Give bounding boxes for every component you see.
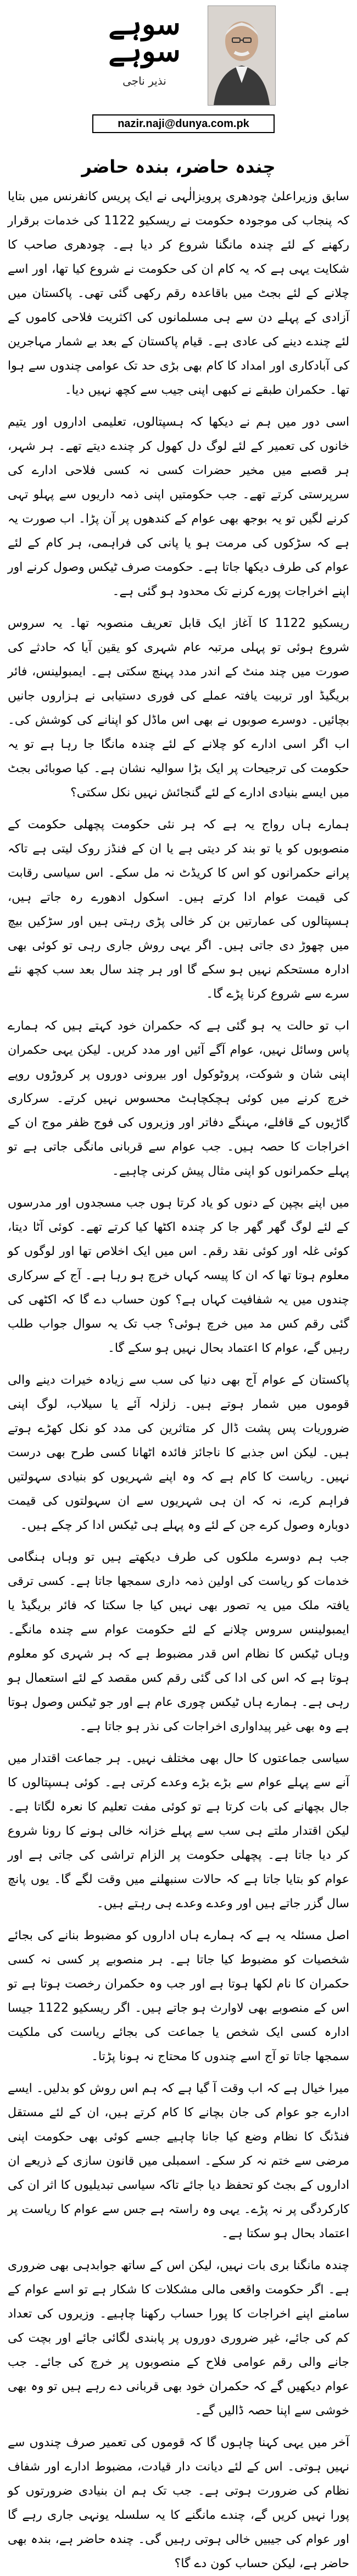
article-paragraph: ریسکیو 1122 کا آغاز ایک قابل تعریف منصوبہ تھا۔ یہ سروس شروع ہوئی تو پہلی مرتبہ عام شہری کو یقین آیا کہ حادثے کی صورت میں چند منٹ کے اندر مدد پہنچ سکتی ہے۔ ایمبولینس، فائر بریگیڈ اور تربیت یافتہ عملے کی فوری دستیابی نے ہزاروں جانیں بچائیں۔ دوسرے صوبوں نے بھی اس ماڈل کو اپنانے کی کوشش کی۔ اب اگر اسی ادارے کو چلانے کے لئے چندہ مانگا جا رہا ہے تو یہ حکومت کی ترجیحات پر ایک بڑا سوالیہ نشان ہے۔ کیا صوبائی بجٹ میں ایسے بنیادی ادارے کے لئے گنجائش نہیں نکل سکتی؟ [8, 617, 349, 800]
article-paragraph: ہمارے ہاں رواج یہ ہے کہ ہر نئی حکومت پچھلی حکومت کے منصوبوں کو یا تو بند کر دیتی ہے یا ان کے فنڈز روک لیتی ہے تاکہ پرانے حکمرانوں کو اس کا کریڈٹ نہ مل سکے۔ اس سیاسی رقابت کی قیمت عوام ادا کرتے ہیں۔ اسکول ادھورے رہ جاتے ہیں، ہسپتالوں کی عمارتیں بن کر خالی پڑی رہتی ہیں اور سڑکیں بیچ میں چھوڑ دی جاتی ہیں۔ اگر یہی روش جاری رہی تو کوئی بھی ادارہ مستحکم نہیں ہو سکے گا اور ہر چند سال بعد سب کچھ نئے سرے سے شروع کرنا پڑے گا۔ [8, 818, 349, 1001]
logo-line-2: سوہے [108, 34, 181, 68]
article-paragraph: اب تو حالت یہ ہو گئی ہے کہ حکمران خود کہتے ہیں کہ ہمارے پاس وسائل نہیں، عوام آگے آئیں اور مدد کریں۔ لیکن یہی حکمران اپنی شان و شوکت، پروٹوکول اور بیرونی دوروں پر کروڑوں روپے خرچ کرنے میں کوئی ہچکچاہٹ محسوس نہیں کرتے۔ سرکاری گاڑیوں کے قافلے، مہنگے دفاتر اور وزیروں کی فوج ظفر موج ان کے اخراجات کا حصہ ہیں۔ جب عوام سے قربانی مانگی جاتی ہے تو پہلے حکمرانوں کو اپنی مثال پیش کرنی چاہیے۔ [8, 1019, 349, 1178]
article-paragraph: پاکستان کے عوام آج بھی دنیا کی سب سے زیادہ خیرات دینے والی قوموں میں شمار ہوتے ہیں۔ زلزلہ آئے یا سیلاب، لوگ اپنی ضروریات پس پشت ڈال کر متاثرین کی مدد کو نکل کھڑے ہوتے ہیں۔ لیکن اس جذبے کا ناجائز فائدہ اٹھانا کسی طرح بھی درست نہیں۔ ریاست کا کام ہے کہ وہ اپنے شہریوں کو بنیادی سہولتیں فراہم کرے، نہ کہ ان ہی شہریوں سے ان سہولتوں کی قیمت دوبارہ وصول کرے جن کے لئے وہ پہلے ہی ٹیکس ادا کر چکے ہیں۔ [8, 1373, 349, 1532]
column-logo [92, 10, 197, 87]
author-name: نذیر ناجی [122, 74, 166, 88]
article-paragraph: سابق وزیراعلیٰ چودھری پرویزالٰہی نے ایک پریس کانفرنس میں بتایا کہ پنجاب کی موجودہ حکومت نے ریسکیو 1122 کی خدمات برقرار رکھنے کے لئے چندہ مانگنا شروع کر دیا ہے۔ چودھری صاحب کا شکایت یہی ہے کہ یہ کام ان کی حکومت نے شروع کیا تھا، اور اسے چلانے کے لئے بجٹ میں باقاعدہ رقم رکھی گئی تھی۔ پاکستان میں آزادی کے پہلے دن سے ہی مسلمانوں کی اکثریت فلاحی کاموں کے لئے چندے دینے کی عادی ہے۔ قیام پاکستان کے بعد بے شمار مہاجرین کی آبادکاری اور امداد کا کام بھی بڑی حد تک عوامی چندوں سے ہوا تھا۔ حکمران طبقے نے کبھی اپنی جیب سے کچھ نہیں دیا۔ [8, 190, 349, 397]
column-title: چندہ حاضر، بندہ حاضر [81, 156, 276, 177]
author-email: nazir.naji@dunya.com.pk [92, 114, 275, 133]
article-paragraph: اصل مسئلہ یہ ہے کہ ہمارے ہاں اداروں کو مضبوط بنانے کی بجائے شخصیات کو مضبوط کیا جاتا ہے۔ ہر منصوبے پر کسی نہ کسی حکمران کا نام لکھا ہوتا ہے اور جب وہ حکمران رخصت ہوتا ہے تو اس کے منصوبے بھی لاوارث ہو جاتے ہیں۔ اگر ریسکیو 1122 جیسا ادارہ کسی ایک شخص یا جماعت کی بجائے ریاست کی ملکیت سمجھا جاتا تو آج اسے چندوں کا محتاج نہ ہونا پڑتا۔ [8, 1929, 349, 2063]
article-paragraph: اسی دور میں ہم نے دیکھا کہ ہسپتالوں، تعلیمی اداروں اور یتیم خانوں کی تعمیر کے لئے لوگ دل کھول کر چندے دیتے تھے۔ ہر شہر، ہر قصبے میں مخیر حضرات کسی نہ کسی فلاحی ادارے کی سرپرستی کرتے تھے۔ جب حکومتیں اپنی ذمہ داریوں سے پہلو تہی کرنے لگیں تو یہ بوجھ بھی عوام کے کندھوں پر آن پڑا۔ اب صورت یہ ہے کہ سڑکوں کی مرمت ہو یا پانی کی فراہمی، ہر کام کے لئے عوام کی طرف دیکھا جاتا ہے۔ حکومت صرف ٹیکس وصول کرنے اور اپنے اخراجات پورے کرنے تک محدود ہو گئی ہے۔ [8, 415, 349, 598]
article-paragraph: سیاسی جماعتوں کا حال بھی مختلف نہیں۔ ہر جماعت اقتدار میں آنے سے پہلے عوام سے بڑے بڑے وعدے کرتی ہے۔ کوئی ہسپتالوں کا جال بچھانے کی بات کرتا ہے تو کوئی مفت تعلیم کا نعرہ لگاتا ہے۔ لیکن اقتدار ملتے ہی سب سے پہلے خزانہ خالی ہونے کا رونا شروع کر دیا جاتا ہے۔ پچھلی حکومت پر الزام تراشی کی جاتی ہے اور عوام کو بتایا جاتا ہے کہ حالات سنبھلنے میں وقت لگے گا۔ یوں پانچ سال گزر جاتے ہیں اور وعدے وعدے ہی رہتے ہیں۔ [8, 1752, 349, 1911]
logo-line-1: سوہے [108, 8, 181, 41]
column-header [0, 0, 357, 148]
author-portrait-icon [208, 6, 275, 105]
column-body [8, 185, 349, 2576]
article-paragraph: آخر میں یہی کہنا چاہوں گا کہ قوموں کی تعمیر صرف چندوں سے نہیں ہوتی۔ اس کے لئے دیانت دار قیادت، مضبوط ادارے اور شفاف نظام کی ضرورت ہوتی ہے۔ جب تک ہم ان بنیادی ضرورتوں کو پورا نہیں کریں گے، چندے مانگنے کا یہ سلسلہ یونہی جاری رہے گا اور عوام کی جیبیں خالی ہوتی رہیں گی۔ چندہ حاضر ہے، بندہ بھی حاضر ہے، لیکن حساب کون دے گا؟ [8, 2436, 349, 2571]
article-paragraph: چندہ مانگنا بری بات نہیں، لیکن اس کے ساتھ جوابدہی بھی ضروری ہے۔ اگر حکومت واقعی مالی مشکلات کا شکار ہے تو اسے عوام کے سامنے اپنے اخراجات کا پورا حساب رکھنا چاہیے۔ وزیروں کی تعداد کم کی جائے، غیر ضروری دوروں پر پابندی لگائی جائے اور بچت کی جانے والی رقم عوامی فلاح کے منصوبوں پر خرچ کی جائے۔ جب عوام دیکھیں گے کہ حکمران خود بھی قربانی دے رہے ہیں تو وہ بھی خوشی سے اپنا حصہ ڈالیں گے۔ [8, 2259, 349, 2418]
article-paragraph: میں اپنے بچپن کے دنوں کو یاد کرتا ہوں جب مسجدوں اور مدرسوں کے لئے لوگ گھر گھر جا کر چندہ اکٹھا کیا کرتے تھے۔ کوئی آٹا دیتا، کوئی غلہ اور کوئی نقد رقم۔ اس میں ایک اخلاص تھا اور لوگوں کو معلوم ہوتا تھا کہ ان کا پیسہ کہاں خرچ ہو رہا ہے۔ آج کے سرکاری چندوں میں یہ شفافیت کہاں ہے؟ کون حساب دے گا کہ اکٹھی کی گئی رقم کس مد میں خرچ ہوئی؟ جب تک یہ سوال جواب طلب رہیں گے، عوام کا اعتماد بحال نہیں ہو سکے گا۔ [8, 1196, 349, 1355]
author-photo [208, 5, 276, 106]
article-paragraph: جب ہم دوسرے ملکوں کی طرف دیکھتے ہیں تو وہاں ہنگامی خدمات کو ریاست کی اولین ذمہ داری سمجھا جاتا ہے۔ کسی ترقی یافتہ ملک میں یہ تصور بھی نہیں کیا جا سکتا کہ فائر بریگیڈ یا ایمبولینس سروس چلانے کے لئے حکومت عوام سے چندہ مانگے۔ وہاں ٹیکس کا نظام اس قدر مضبوط ہے کہ ہر شہری کو معلوم ہوتا ہے کہ اس کی ادا کی گئی رقم کس مقصد کے لئے استعمال ہو رہی ہے۔ ہمارے ہاں ٹیکس چوری عام ہے اور جو ٹیکس وصول ہوتا ہے وہ بھی غیر پیداواری اخراجات کی نذر ہو جاتا ہے۔ [8, 1550, 349, 1733]
article-paragraph: میرا خیال ہے کہ اب وقت آ گیا ہے کہ ہم اس روش کو بدلیں۔ ایسے ادارے جو عوام کی جان بچانے کا کام کرتے ہیں، ان کے لئے مستقل فنڈنگ کا نظام وضع کیا جانا چاہیے جسے کوئی بھی حکومت اپنی مرضی سے ختم نہ کر سکے۔ اسمبلی میں قانون سازی کے ذریعے ان اداروں کے بجٹ کو تحفظ دیا جائے تاکہ سیاسی تبدیلیوں کا اثر ان کی کارکردگی پر نہ پڑے۔ یہی وہ راستہ ہے جس سے عوام کا ریاست پر اعتماد بحال ہو سکتا ہے۔ [8, 2082, 349, 2241]
logo-text [92, 10, 197, 67]
